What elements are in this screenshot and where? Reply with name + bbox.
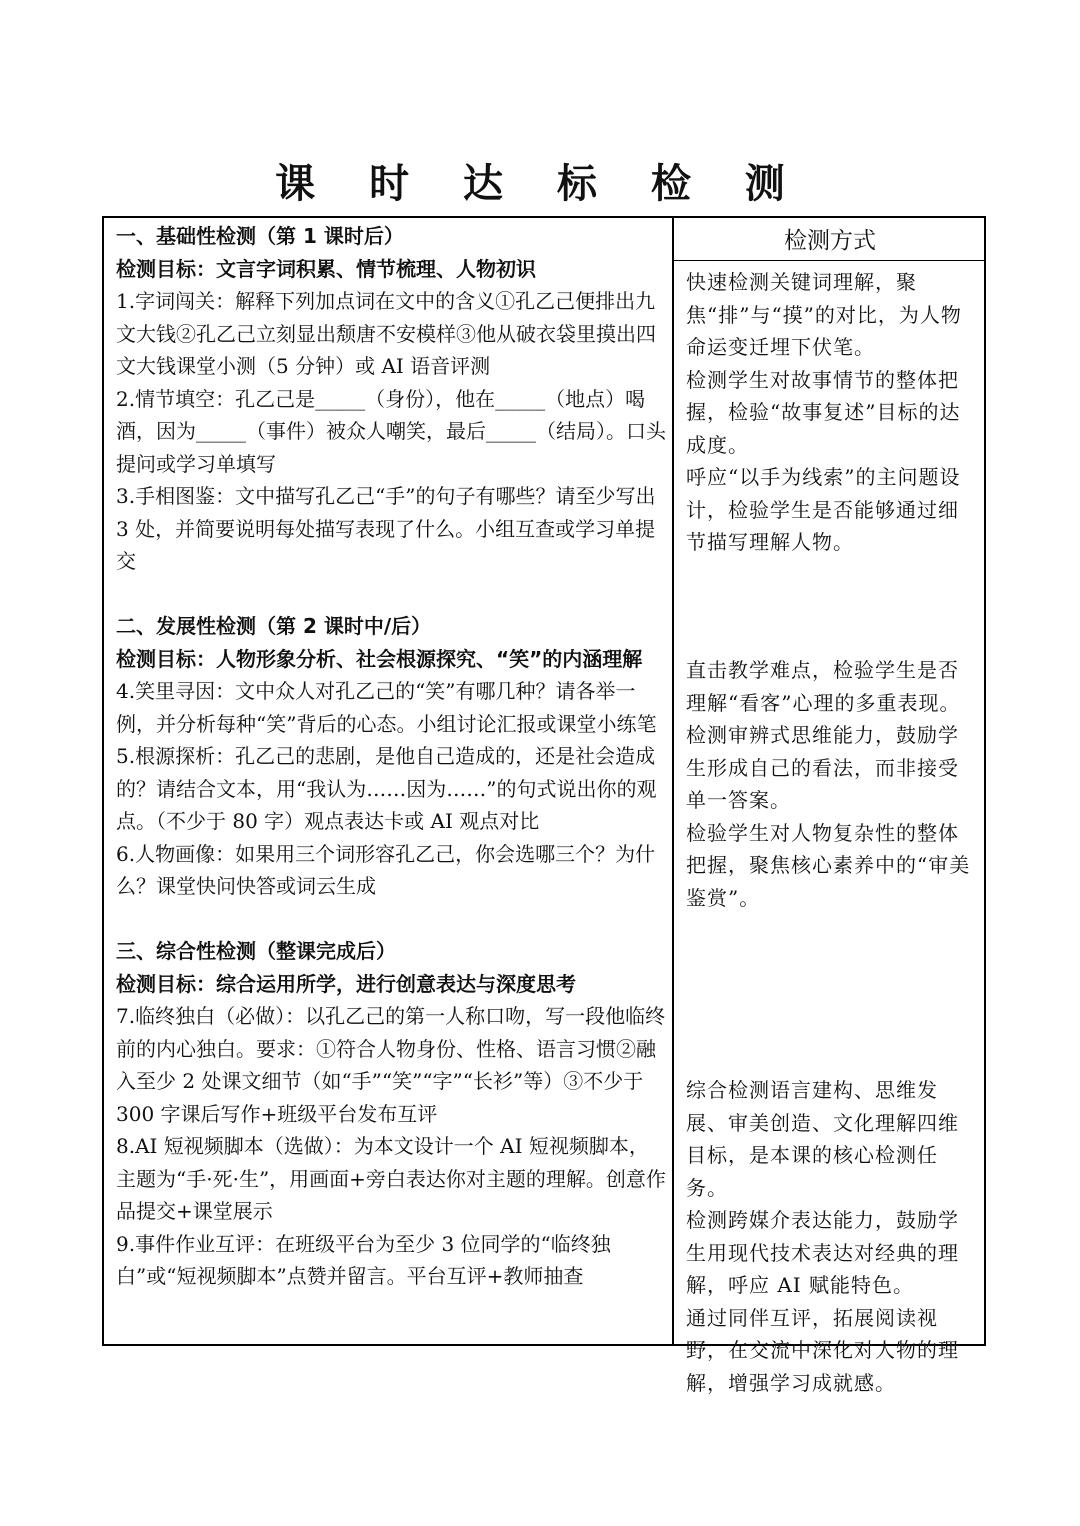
assessment-content-column bbox=[116, 220, 666, 1293]
task-item: 5.根源探析：孔乙己的悲剧，是他自己造成的，还是社会造成的？请结合文本，用“我认为……因为……”的句式说出你的观点。（不少于 80 字）观点表达卡或 AI 观点对比 bbox=[116, 744, 657, 833]
method-note: 检测学生对故事情节的整体把握，检验“故事复述”目标的达成度。 bbox=[686, 367, 961, 457]
section-heading: 二、发展性检测（第 2 课时中/后） bbox=[116, 614, 432, 638]
method-note: 综合检测语言建构、思维发展、审美创造、文化理解四维目标，是本课的核心检测任务。 bbox=[686, 1078, 959, 1200]
section-goal: 检测目标：综合运用所学，进行创意表达与深度思考 bbox=[116, 971, 576, 996]
page-title: 课 时 达 标 检 测 bbox=[275, 161, 805, 207]
section-developmental bbox=[116, 610, 666, 903]
section-heading: 一、基础性检测（第 1 课时后） bbox=[116, 224, 404, 248]
header-rule bbox=[674, 260, 986, 261]
assessment-table bbox=[102, 216, 986, 1395]
task-item: 6.人物画像：如果用三个词形容孔乙己，你会选哪三个？为什么？课堂快问快答或词云生成 bbox=[116, 841, 656, 898]
task-item: 8.AI 短视频脚本（选做）：为本文设计一个 AI 短视频脚本，主题为“手·死·生”，用画面+旁白表达你对主题的理解。创意作品提交+课堂展示 bbox=[116, 1134, 666, 1223]
method-note: 呼应“以手为线索”的主问题设计，检验学生是否能够通过细节描写理解人物。 bbox=[686, 465, 961, 554]
task-item: 1.字词闯关：解释下列加点词在文中的含义①孔乙己便排出九文大钱②孔乙己立刻显出颓唐不安模样③他从破衣袋里摸出四文大钱课堂小测（5 分钟）或 AI 语音评测 bbox=[116, 289, 656, 378]
section-comprehensive bbox=[116, 935, 666, 1293]
section-goal: 检测目标：人物形象分析、社会根源探究、“笑”的内涵理解 bbox=[116, 646, 643, 671]
method-note: 检测审辨式思维能力，鼓励学生形成自己的看法，而非接受单一答案。 bbox=[686, 723, 959, 812]
task-item: 2.情节填空：孔乙己是_____（身份），他在_____（地点）喝酒，因为_____（事件）被众人嘲笑，最后_____（结局）。口头提问或学习单填写 bbox=[116, 386, 666, 476]
method-notes-basic bbox=[686, 266, 978, 559]
task-item: 9.事件作业互评：在班级平台为至少 3 位同学的“临终独白”或“短视频脚本”点赞并留言。平台互评+教师抽查 bbox=[116, 1231, 611, 1288]
method-column-header: 检测方式 bbox=[784, 228, 876, 254]
column-divider bbox=[672, 218, 674, 1344]
task-item: 4.笑里寻因：文中众人对孔乙己的“笑”有哪几种？请各举一例，并分析每种“笑”背后的心态。小组讨论汇报或课堂小练笔 bbox=[116, 679, 657, 736]
section-goal: 检测目标：文言字词积累、情节梳理、人物初识 bbox=[116, 256, 536, 281]
method-note: 快速检测关键词理解，聚焦“排”与“摸”的对比，为人物命运变迁埋下伏笔。 bbox=[686, 270, 962, 359]
section-heading: 三、综合性检测（整课完成后） bbox=[116, 939, 396, 963]
method-note: 直击教学难点，检验学生是否理解“看客”心理的多重表现。 bbox=[686, 658, 961, 715]
task-item: 7.临终独白（必做）：以孔乙己的第一人称口吻，写一段他临终前的内心独白。要求：①符合人物身份、性格、语言习惯②融入至少 2 处课文细节（如“手”“笑”“字”“长衫”等）③不少于 300 字课后写作+班级平台发布互评 bbox=[116, 1004, 666, 1126]
section-basic bbox=[116, 220, 666, 578]
method-notes-comprehensive bbox=[686, 1074, 978, 1399]
method-notes-developmental bbox=[686, 654, 978, 914]
task-item: 3.手相图鉴：文中描写孔乙己“手”的句子有哪些？请至少写出 3 处，并简要说明每处描写表现了什么。小组互查或学习单提交 bbox=[116, 484, 656, 573]
method-note: 检测跨媒介表达能力，鼓励学生用现代技术表达对经典的理解，呼应 AI 赋能特色。 bbox=[686, 1208, 959, 1297]
method-note: 检验学生对人物复杂性的整体把握，聚焦核心素养中的“审美鉴赏”。 bbox=[686, 820, 971, 910]
method-note: 通过同伴互评，拓展阅读视野，在交流中深化对人物的理解，增强学习成就感。 bbox=[686, 1305, 959, 1395]
